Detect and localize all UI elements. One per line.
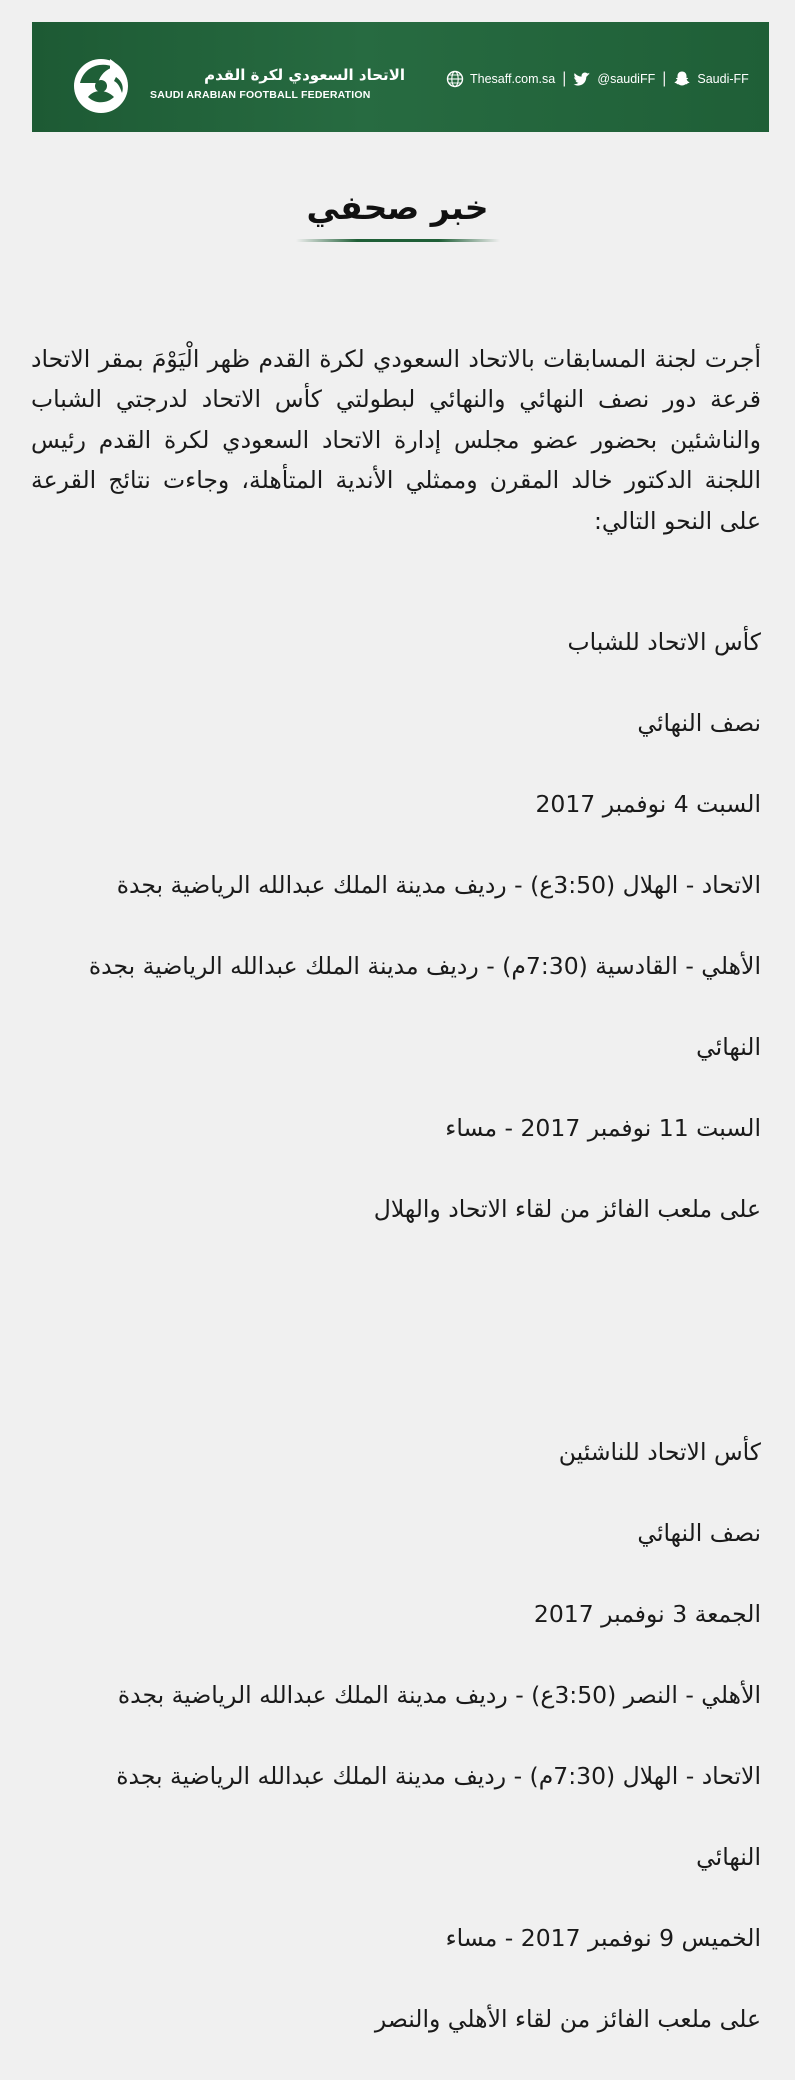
twitter-handle[interactable]: @saudiFF — [597, 72, 656, 86]
social-links — [446, 68, 749, 90]
youth-match-2: الأهلي - القادسية (7:30م) - رديف مدينة الملك عبدالله الرياضية بجدة — [88, 952, 761, 980]
juniors-semi-date: الجمعة 3 نوفمبر 2017 — [533, 1600, 761, 1628]
juniors-match-1: الأهلي - النصر (3:50ع) - رديف مدينة الملك عبدالله الرياضية بجدة — [117, 1681, 761, 1709]
juniors-match-2: الاتحاد - الهلال (7:30م) - رديف مدينة الملك عبدالله الرياضية بجدة — [116, 1762, 761, 1790]
juniors-final-label: النهائي — [696, 1843, 761, 1871]
divider: | — [662, 70, 667, 87]
federation-name-arabic: الاتحاد السعودي لكرة القدم — [204, 66, 405, 84]
youth-semi-date: السبت 4 نوفمبر 2017 — [535, 790, 761, 818]
globe-icon — [446, 70, 464, 88]
youth-final-date: السبت 11 نوفمبر 2017 - مساء — [445, 1114, 761, 1142]
title-underline — [296, 239, 500, 242]
intro-paragraph: أجرت لجنة المسابقات بالاتحاد السعودي لكرة القدم ظهر الْيَوْمَ بمقر الاتحاد قرعة دور نصف النهائي والنهائي لبطولتي كأس الاتحاد لدرجتي الشباب والناشئين بحضور عضو مجلس إدارة الاتحاد السعودي لكرة القدم رئيس اللجنة الدكتور خالد المقرن وممثلي الأندية المتأهلة، وجاءت نتائج القرعة على النحو التالي: — [31, 344, 761, 535]
page-title: خبر صحفي — [306, 188, 489, 227]
federation-name-english: SAUDI ARABIAN FOOTBALL FEDERATION — [150, 89, 371, 101]
juniors-final-date: الخميس 9 نوفمبر 2017 - مساء — [445, 1924, 761, 1952]
website-link[interactable]: Thesaff.com.sa — [470, 72, 556, 86]
juniors-cup-title: كأس الاتحاد للناشئين — [558, 1438, 761, 1466]
section-spacer — [31, 1311, 761, 1352]
federation-logo-icon — [70, 53, 132, 115]
youth-match-1: الاتحاد - الهلال (3:50ع) - رديف مدينة الملك عبدالله الرياضية بجدة — [116, 871, 761, 899]
press-release-body — [31, 298, 761, 2080]
juniors-semi-label: نصف النهائي — [637, 1519, 761, 1547]
youth-cup-title: كأس الاتحاد للشباب — [567, 628, 761, 656]
snapchat-handle[interactable]: Saudi-FF — [697, 72, 749, 86]
youth-final-venue: على ملعب الفائز من لقاء الاتحاد والهلال — [373, 1195, 761, 1223]
youth-final-label: النهائي — [696, 1033, 761, 1061]
youth-semi-label: نصف النهائي — [637, 709, 761, 737]
snapchat-icon — [673, 70, 691, 88]
twitter-icon — [573, 70, 591, 88]
divider: | — [562, 70, 567, 87]
juniors-final-venue: على ملعب الفائز من لقاء الأهلي والنصر — [374, 2005, 761, 2033]
header-banner — [32, 22, 769, 132]
